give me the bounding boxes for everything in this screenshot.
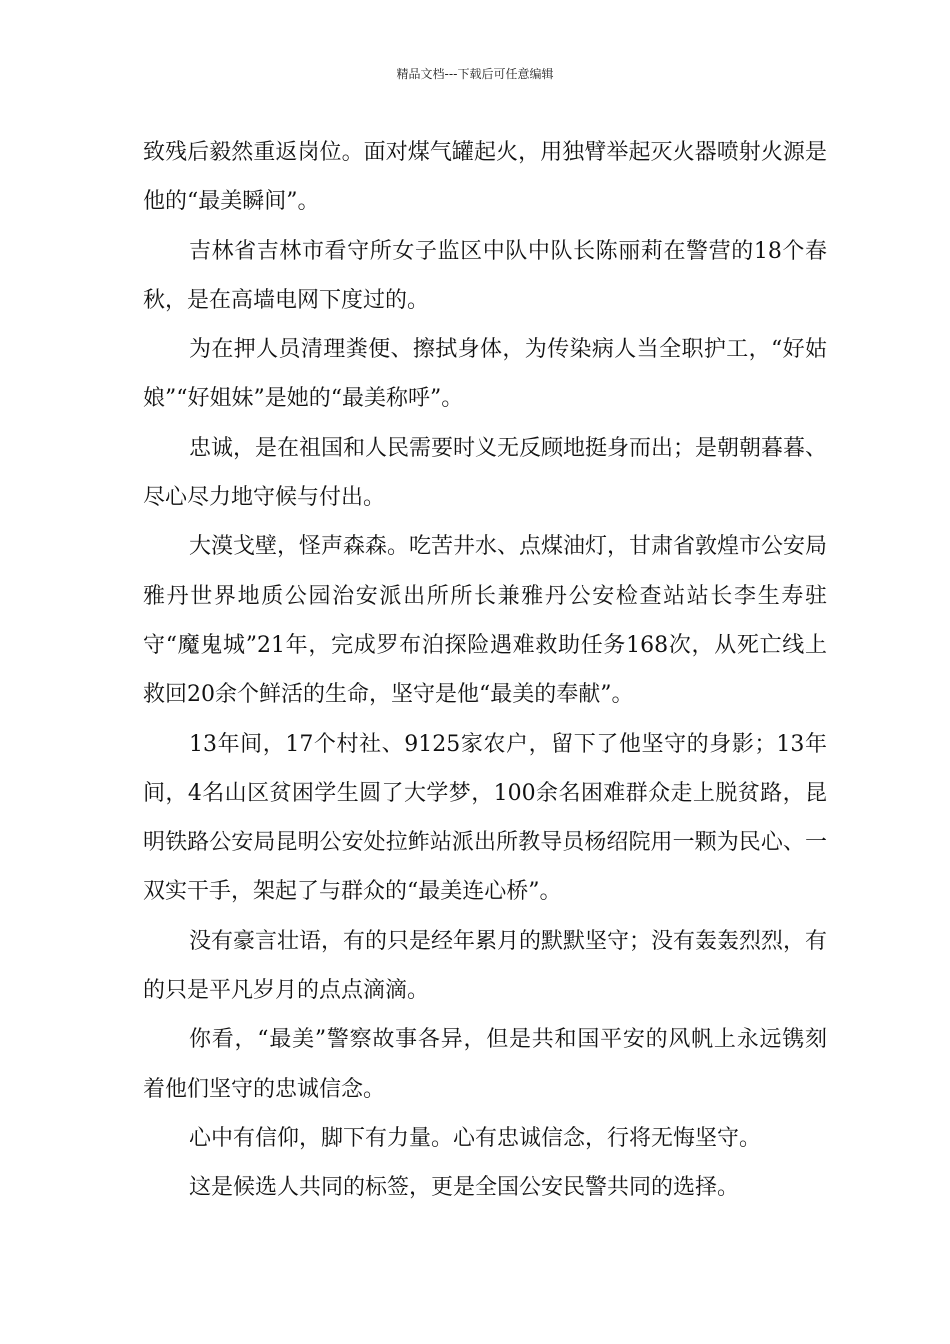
paragraph: 这是候选人共同的标签，更是全国公安民警共同的选择。 bbox=[189, 1175, 740, 1201]
paragraph: 忠诚，是在祖国和人民需要时义无反顾地挺身而出；是朝朝暮暮、尽心尽力地守候与付出。 bbox=[143, 435, 828, 511]
body-text bbox=[143, 128, 827, 1213]
paragraph: 大漠戈壁，怪声森森。吃苦井水、点煤油灯，甘肃省敦煌市公安局雅丹世界地质公园治安派出所所长兼雅丹公安检查站站长李生寿驻守“魔鬼城”21年，完成罗布泊探险遇难救助任务168次，从死亡线上救回20余个鲜活的生命，坚守是他“最美的奉献”。 bbox=[143, 534, 828, 708]
paragraph: 致残后毅然重返岗位。面对煤气罐起火，用独臂举起灭火器喷射火源是他的“最美瞬间”。 bbox=[143, 140, 827, 215]
page-header: 精品文档---下载后可任意编辑 bbox=[396, 67, 554, 81]
paragraph: 13年间，17个村社、9125家农户，留下了他坚守的身影；13年间，4名山区贫困学生圆了大学梦，100余名困难群众走上脱贫路，昆明铁路公安局昆明公安处拉鲊站派出所教导员杨绍院用一颗为民心、一双实干手，架起了与群众的“最美连心桥”。 bbox=[143, 731, 827, 905]
paragraph: 吉林省吉林市看守所女子监区中队中队长陈丽莉在警营的18个春秋，是在高墙电网下度过的。 bbox=[143, 238, 827, 313]
paragraph: 为在押人员清理粪便、擦拭身体，为传染病人当全职护工，“好姑娘”“好姐妹”是她的“最美称呼”。 bbox=[143, 337, 827, 412]
paragraph: 你看，“最美”警察故事各异，但是共和国平安的风帆上永远镌刻着他们坚守的忠诚信念。 bbox=[143, 1027, 827, 1102]
paragraph: 没有豪言壮语，有的只是经年累月的默默坚守；没有轰轰烈烈，有的只是平凡岁月的点点滴滴。 bbox=[143, 928, 828, 1004]
paragraph: 心中有信仰，脚下有力量。心有忠诚信念，行将无悔坚守。 bbox=[189, 1125, 762, 1151]
